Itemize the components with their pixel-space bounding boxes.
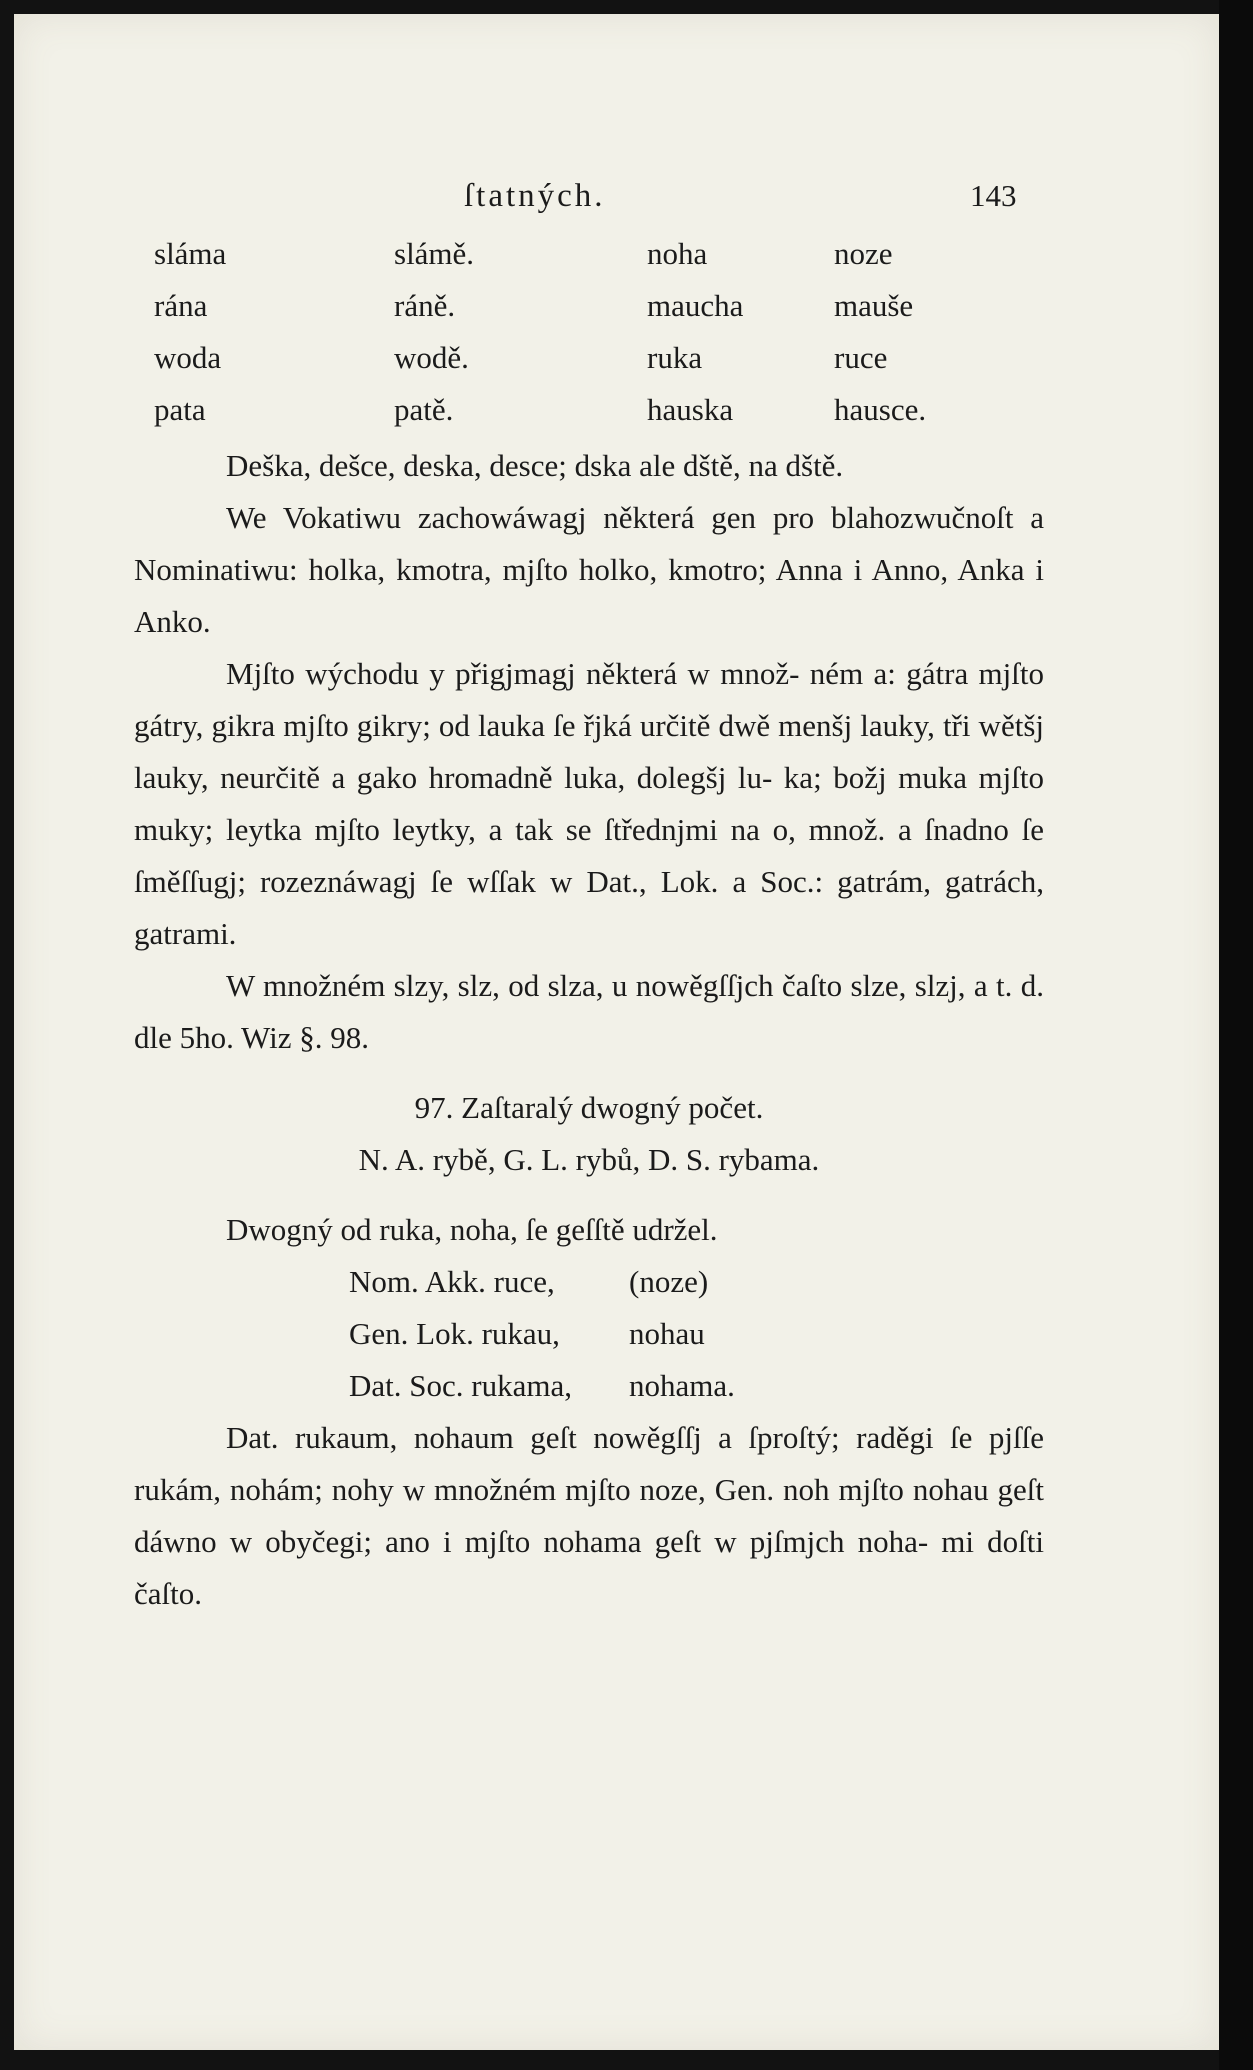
word-cell: noha [647, 236, 708, 271]
dual-cell: Dat. Soc. rukama, [349, 1368, 572, 1403]
word-cell: slámě. [394, 236, 475, 271]
dual-cell: Gen. Lok. rukau, [349, 1316, 560, 1351]
running-title: ſtatných. [464, 178, 606, 214]
word-cell: woda [154, 340, 222, 375]
word-cell: pata [154, 392, 206, 427]
word-cell: mauše [834, 288, 914, 323]
book-page [14, 14, 1219, 2050]
word-cell: wodě. [394, 340, 469, 375]
word-cell: rána [154, 288, 208, 323]
paragraph: Deška, dešce, deska, desce; dska ale dště, na dště. [226, 448, 844, 483]
dual-cell: Nom. Akk. ruce, [349, 1264, 555, 1299]
word-row [14, 288, 1219, 340]
dual-row [134, 1360, 1044, 1412]
page-header [14, 178, 1219, 218]
word-cell: hausce. [834, 392, 927, 427]
dual-row [134, 1256, 1044, 1308]
word-cell: ruka [647, 340, 703, 375]
word-cell: hauska [647, 392, 734, 427]
spacer [134, 1064, 1044, 1082]
dual-cell: (noze) [629, 1264, 709, 1299]
paragraph: Dwogný od ruka, noha, ſe geſſtě udržel. [226, 1212, 718, 1247]
paragraph: W množném slzy, slz, od slza, u nowěgſſjch čaſto slze, slzj, a t. d. dle 5ho. Wiz §. 98. [134, 968, 1044, 1055]
word-cell: noze [834, 236, 893, 271]
word-cell: ruce [834, 340, 888, 375]
word-cell: ráně. [394, 288, 456, 323]
word-row [14, 340, 1219, 392]
word-cell: sláma [154, 236, 227, 271]
dual-cell: nohama. [629, 1368, 735, 1403]
section-paradigm: N. A. rybě, G. L. rybů, D. S. rybama. [358, 1142, 820, 1177]
body-text [134, 440, 1044, 1620]
word-cell: maucha [647, 288, 744, 323]
section-heading: 97. Zaſtaralý dwogný počet. [414, 1090, 764, 1125]
word-row [14, 236, 1219, 288]
dark-edge-strip [1219, 0, 1253, 2070]
spacer [134, 1186, 1044, 1204]
dual-cell: nohau [629, 1316, 705, 1351]
word-cell: patě. [394, 392, 454, 427]
paragraph: We Vokatiwu zachowáwagj některá gen pro blahozwučnoſt a Nominatiwu: holka, kmotra, mjſto holko, kmotro; Anna i Anno, Anka i Anko. [134, 500, 1044, 639]
dual-table [134, 1256, 1044, 1412]
paragraph: Dat. rukaum, nohaum geſt nowěgſſj a ſproſtý; raděgi ſe pjſſe rukám, nohám; nohy w množném mjſto noze, Gen. noh mjſto nohau geſt dáwno w obyčegi; ano i mjſto nohama geſt w pjſmjch noha- mi doſti čaſto. [134, 1420, 1044, 1611]
paragraph: Mjſto wýchodu y přigjmagj některá w množ- ném a: gátra mjſto gátry, gikra mjſto gikry; od lauka ſe řjká určitě dwě menšj lauky, tři wětšj lauky, neurčitě a gako hromadně luka, dolegšj lu- ka; božj muka mjſto muky; leytka mjſto leytky, a tak se ſtřednjmi na o, množ. a ſnadno ſe ſměſſugj; rozeznáwagj ſe wſſak w Dat., Lok. a Soc.: gatrám, gatrách, gatrami. [134, 656, 1044, 951]
word-row [14, 392, 1219, 444]
dual-row [134, 1308, 1044, 1360]
word-table [14, 236, 1219, 444]
page-number: 143 [970, 178, 1017, 213]
